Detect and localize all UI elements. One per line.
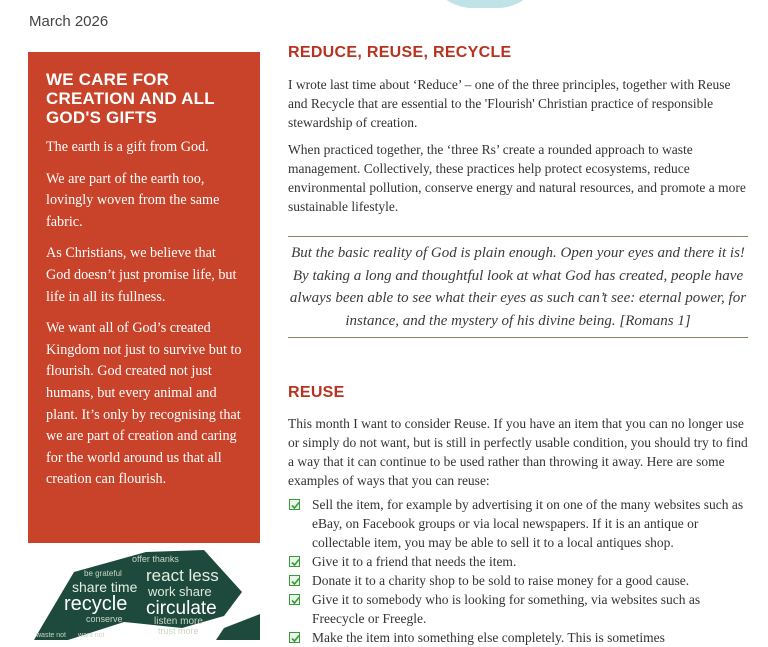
- list-item: [288, 495, 748, 552]
- recycle-word: listen more: [154, 616, 203, 627]
- recycle-word: be grateful: [84, 569, 122, 578]
- reuse-intro: This month I want to consider Reuse. If you have an item that you can no longer use or simply do not want, but is still in perfectly usable condition, you should try to find a way that it can continue to be used rather than throwing it away. Here are some examples of ways that you can reuse:: [288, 416, 748, 488]
- header-decorative-arc: [425, 0, 545, 8]
- article-main-column: [288, 44, 748, 216]
- recycle-word: offer thanks: [132, 554, 179, 564]
- article-paragraph: I wrote last time about ‘Reduce’ – one of the three principles, together with Reuse and Recycle that are essential to the 'Flourish' Christian practice of responsible stewardship of creation.: [288, 77, 731, 130]
- issue-date: March 2026: [29, 13, 109, 30]
- recycle-word: circulate: [146, 598, 217, 619]
- list-item: [288, 571, 748, 590]
- sidebar-paragraph: We want all of God’s created Kingdom not just to survive but to flourish. God created not just humans, but every animal and plant. It’s only by recognising that we are part of creation and caring for the world around us that all creation can flourish.: [46, 320, 242, 488]
- article-heading: REDUCE, REUSE, RECYCLE: [288, 44, 512, 61]
- list-item: [288, 628, 748, 647]
- recycle-word: trust more: [158, 626, 199, 636]
- list-item-text: Donate it to a charity shop to be sold to raise money for a good cause.: [312, 573, 690, 588]
- recycle-word-art-graphic: [28, 548, 260, 640]
- sidebar-paragraph: The earth is a gift from God.: [46, 139, 209, 155]
- checkbox-icon: [289, 556, 300, 567]
- recycle-arrows-icon: [28, 548, 260, 640]
- creation-care-sidebar: [28, 52, 260, 543]
- sidebar-paragraph: We are part of the earth too, lovingly woven from the same fabric.: [46, 170, 220, 230]
- recycle-word: react less: [146, 566, 219, 585]
- recycle-word: waste not: [36, 632, 66, 639]
- list-item-text: Make the item into something else completely. This is sometimes: [312, 630, 665, 645]
- list-item: [288, 590, 748, 628]
- list-item-text: Sell the item, for example by advertising it on one of the many websites such as eBay, on Facebook groups or via local newspapers. If it is an antique or collectable item, you may be able to sell it to a local antiques shop.: [312, 497, 744, 550]
- sidebar-paragraph: As Christians, we believe that God doesn’t just promise life, but life in all its fullness.: [46, 245, 237, 305]
- checkbox-icon: [289, 594, 300, 605]
- checkbox-icon: [289, 632, 300, 643]
- reuse-heading: REUSE: [288, 384, 345, 401]
- list-item: [288, 552, 748, 571]
- recycle-word: share time: [72, 579, 138, 595]
- article-paragraph: When practiced together, the ‘three Rs’ create a rounded approach to waste management. Collectively, these practices help protect ecosystems, reduce environmental pollution, conserve energy and natural resources, and promote a more sustainable lifestyle.: [288, 142, 746, 214]
- list-item-text: Give it to somebody who is looking for something, via websites such as Freecycle or Freegle.: [312, 592, 701, 626]
- recycle-word: work share: [148, 584, 212, 599]
- recycle-word: recycle: [64, 593, 128, 615]
- reuse-section: [288, 384, 748, 647]
- scripture-quote: But the basic reality of God is plain enough. Open your eyes and there it is! By taking a long and thoughtful look at what God has created, people have always been able to see what their eyes as such can’t see: eternal power, for instance, and the mystery of his divine being. [Romans 1]: [288, 236, 748, 338]
- checkbox-icon: [289, 499, 300, 510]
- recycle-word: conserve: [86, 614, 123, 624]
- sidebar-heading: WE CARE FOR CREATION AND ALL GOD'S GIFTS: [46, 70, 215, 127]
- list-item-text: Give it to a friend that needs the item.: [312, 554, 517, 569]
- checkbox-icon: [289, 575, 300, 586]
- reuse-examples-list: [288, 495, 748, 647]
- recycle-word: want not: [78, 632, 105, 639]
